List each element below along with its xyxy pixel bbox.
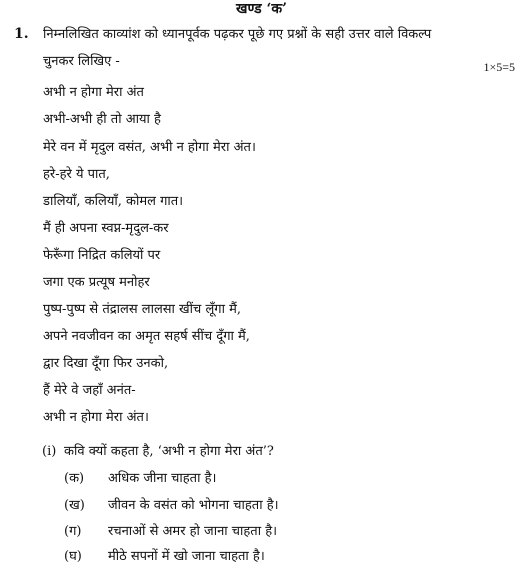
poem-line: द्वार दिखा दूँगा फिर उनको, <box>43 356 169 371</box>
poem-line: अपने नवजीवन का अमृत सहर्ष सींच दूँगा मैं, <box>43 329 250 344</box>
poem-line: अभी-अभी ही तो आया है <box>43 112 161 127</box>
sub-question-text: कवि क्यों कहता है, ‘अभी न होगा मेरा अंत’? <box>64 444 274 459</box>
option-text: जीवन के वसंत को भोगना चाहता है। <box>108 498 279 513</box>
question-instruction-line-2: चुनकर लिखिए - <box>43 54 120 69</box>
question-marks: 1×5=5 <box>483 60 515 74</box>
question-instruction-line-1: निम्नलिखित काव्यांश को ध्यानपूर्वक पढ़कर पूछे गए प्रश्नों के सही उत्तर वाले विकल्प <box>43 27 432 42</box>
option-label: (घ) <box>64 549 82 564</box>
poem-line: मैं ही अपना स्वप्न-मृदुल-कर <box>43 221 169 236</box>
option-text: अधिक जीना चाहता है। <box>108 471 217 486</box>
poem-line: हरे-हरे ये पात, <box>43 167 110 182</box>
poem-line: अभी न होगा मेरा अंत <box>43 85 144 100</box>
option-text: मीठे सपनों में खो जाना चाहता है। <box>108 549 265 564</box>
section-title: खण्ड ‘क’ <box>236 1 287 17</box>
option-label: (ख) <box>64 498 85 513</box>
option-label: (ग) <box>64 524 82 539</box>
poem-line: डालियाँ, कलियाँ, कोमल गात। <box>43 194 184 209</box>
poem-line: फेरूँगा निद्रित कलियों पर <box>43 248 161 263</box>
option-text: रचनाओं से अमर हो जाना चाहता है। <box>108 524 278 539</box>
option-kha <box>64 497 279 515</box>
option-label: (क) <box>64 471 85 486</box>
poem-line: अभी न होगा मेरा अंत। <box>43 410 149 425</box>
poem-line: जगा एक प्रत्यूष मनोहर <box>43 275 150 290</box>
poem-line: पुष्प-पुष्प से तंद्रालस लालसा खींच लूँगा मैं, <box>43 302 241 317</box>
option-ga <box>64 523 277 541</box>
option-ka <box>64 470 216 488</box>
sub-question-label: (i) <box>42 444 57 459</box>
poem-line: मेरे वन में मृदुल वसंत, अभी न होगा मेरा अंत। <box>43 140 256 155</box>
question-number: 1. <box>14 26 29 42</box>
option-gha <box>64 548 265 566</box>
poem-line: हैं मेरे वे जहाँ अनंत- <box>43 383 136 398</box>
